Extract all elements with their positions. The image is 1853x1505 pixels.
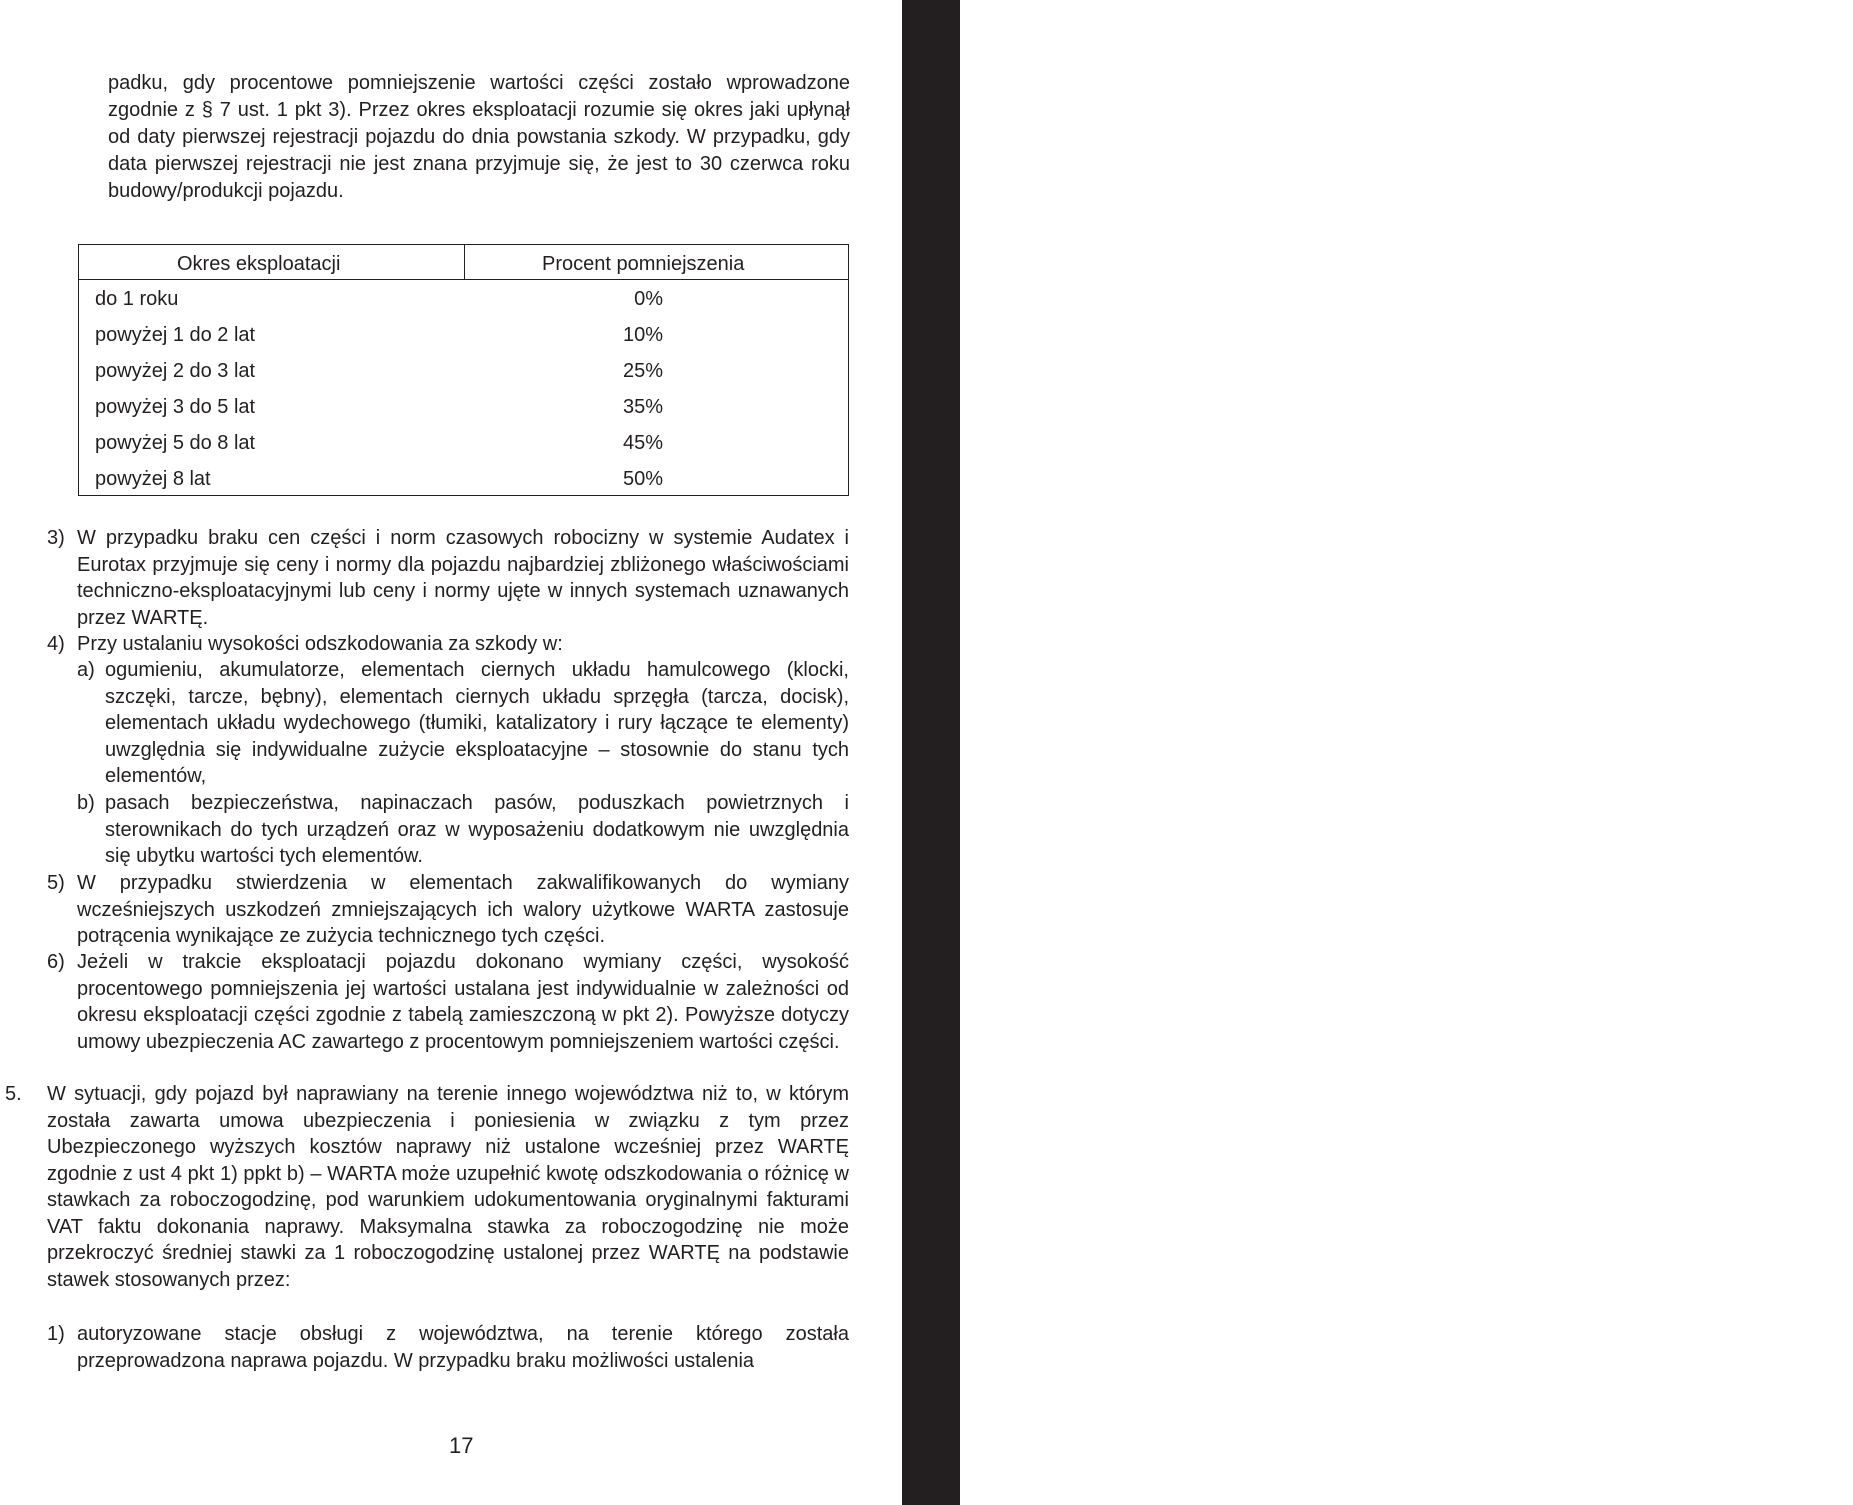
- table-row: [95, 324, 663, 352]
- section-number: 5.: [5, 1083, 22, 1105]
- sub-item-text: ogumieniu, akumulatorze, elementach ciernych układu hamulcowego (klocki, szczęki, tarcze, bębny), elementach ciernych układu sprzęgła (tarcza, docisk), elementach układu wydechowego (tłumiki, katalizatory i rury łączące te elementy) uwzględnia się indywidualne zużycie eksploatacyjne – stosownie do stanu tych elementów,: [105, 659, 849, 787]
- item-number: 4): [47, 633, 65, 655]
- list-item-text: W przypadku braku cen części i norm czasowych robocizny w systemie Audatex i Eurotax przyjmuje się ceny i normy dla pojazdu najbardziej zbliżonego właściwościami techniczno-eksploatacyjnymi lub ceny i normy ujęte w innych systemach uznawanych przez WARTĘ.: [77, 527, 849, 629]
- sub-item-letter: a): [77, 659, 95, 681]
- table-header-period: Okres eksploatacji: [177, 253, 341, 275]
- table-row: [95, 468, 663, 496]
- table-cell-period: powyżej 3 do 5 lat: [95, 396, 256, 418]
- table-cell-percent: 0%: [634, 288, 663, 310]
- item-number: 1): [47, 1323, 65, 1345]
- table-header-divider: [79, 279, 848, 280]
- table-cell-percent: 35%: [622, 396, 663, 418]
- list-item-text: W przypadku stwierdzenia w elementach zakwalifikowanych do wymiany wcześniejszych uszkodzeń zmniejszających ich walory użytkowe WARTA zastosuje potrącenia wynikające ze zużycia technicznego tych części.: [77, 872, 849, 947]
- side-tab-title: SZKODA CZĘŚCIOWA AC: [1813, 547, 1852, 963]
- table-cell-percent: 50%: [622, 468, 663, 490]
- item-number: 5): [47, 872, 65, 894]
- table-cell-percent: 45%: [622, 432, 663, 454]
- sub-item-letter: b): [77, 792, 95, 814]
- table-column-divider: [464, 245, 465, 279]
- table-cell-percent: 10%: [622, 324, 663, 346]
- item-number: 6): [47, 951, 65, 973]
- list-item-text: Jeżeli w trakcie eksploatacji pojazdu dokonano wymiany części, wysokość procentowego pomniejszenia jej wartości ustalana jest indywidualnie w zależności od okresu eksploatacji części zgodnie z tabelą zamieszczoną w pkt 2). Powyższe dotyczy umowy ubezpieczenia AC zawartego z procentowym pomniejszeniem wartości części.: [77, 951, 849, 1053]
- section-text: W sytuacji, gdy pojazd był naprawiany na terenie innego województwa niż to, w którym została zawarta umowa ubezpieczenia i poniesienia w związku z tym przez Ubezpieczonego wyższych kosztów naprawy niż ustalone wcześniej przez WARTĘ zgodnie z ust 4 pkt 1) ppkt b) – WARTA może uzupełnić kwotę odszkodowania o różnicę w stawkach za roboczogodzinę, pod warunkiem udokumentowania oryginalnymi fakturami VAT faktu dokonania naprawy. Maksymalna stawka za roboczogodzinę nie może przekroczyć średniej stawki za 1 roboczogodzinę ustalonej przez WARTĘ na podstawie stawek stosowanych przez:: [47, 1083, 849, 1291]
- table-header-percent: Procent pomniejszenia: [542, 253, 745, 275]
- table-cell-period: powyżej 5 do 8 lat: [95, 432, 256, 454]
- table-row: [95, 432, 663, 460]
- depreciation-table: [78, 244, 849, 496]
- table-cell-period: powyżej 1 do 2 lat: [95, 324, 256, 346]
- intro-paragraph: padku, gdy procentowe pomniejszenie wartości części zostało wprowadzone zgodnie z § 7 ust. 1 pkt 3). Przez okres eksploatacji rozumie się okres jaki upłynął od daty pierwszej rejestracji pojazdu do dnia powstania szkody. W przypadku, gdy data pierwszej rejestracji nie jest znana przyjmuje się, że jest to 30 czerwca roku budowy/produkcji pojazdu.: [108, 72, 850, 202]
- table-cell-percent: 25%: [622, 360, 663, 382]
- table-cell-period: powyżej 8 lat: [95, 468, 211, 490]
- table-row: [95, 360, 663, 388]
- table-row: [95, 396, 663, 424]
- side-tab: [902, 0, 1852, 1505]
- table-cell-period: do 1 roku: [95, 288, 179, 310]
- list-item-text: Przy ustalaniu wysokości odszkodowania za szkody w:: [77, 633, 563, 655]
- table-cell-period: powyżej 2 do 3 lat: [95, 360, 256, 382]
- sub-item-text: pasach bezpieczeństwa, napinaczach pasów, poduszkach powietrznych i sterownikach do tych urządzeń oraz w wyposażeniu dodatkowym nie uwzględnia się ubytku wartości tych elementów.: [105, 792, 849, 867]
- list-item-text: autoryzowane stacje obsługi z województwa, na terenie którego została przeprowadzona naprawa pojazdu. W przypadku braku możliwości ustalenia: [77, 1323, 849, 1372]
- table-row: [95, 288, 663, 316]
- page-number: 17: [449, 1433, 474, 1458]
- item-number: 3): [47, 527, 65, 549]
